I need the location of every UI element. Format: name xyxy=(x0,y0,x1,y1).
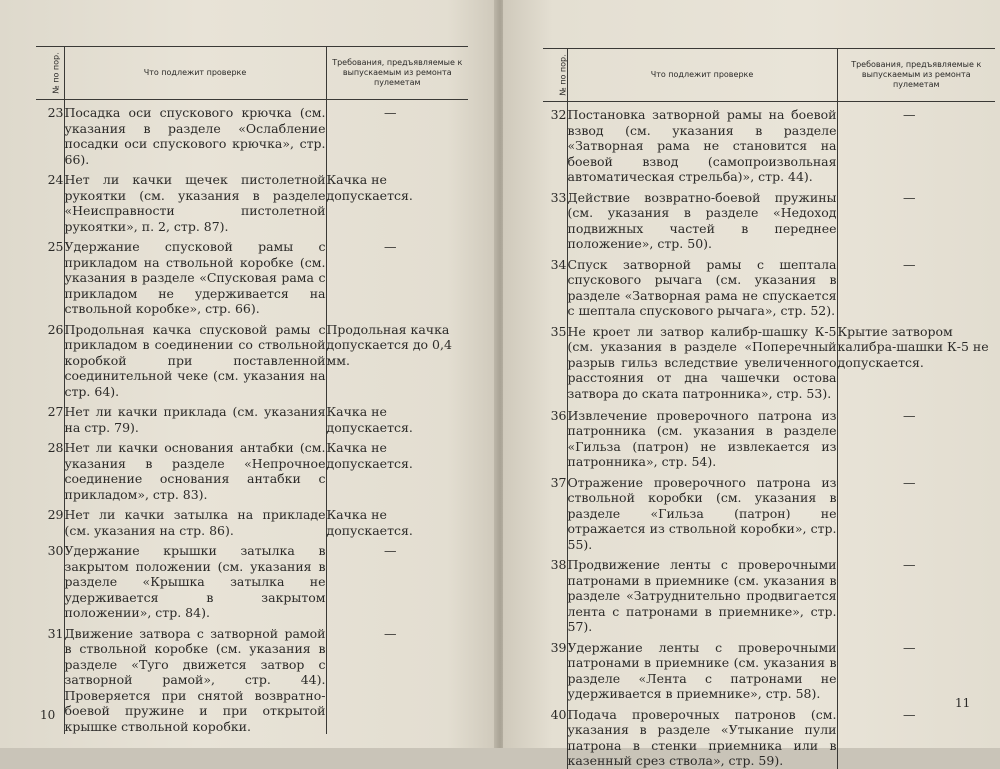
table-body xyxy=(543,102,995,769)
requirement xyxy=(326,317,468,400)
requirement-text: — xyxy=(903,407,916,423)
row-number: 37 xyxy=(543,470,567,553)
check-item: Удержание крышки затылка в закрытом положении (см. указания в разделе «Крышка затылка не удерживается в закрытом положении», стр. 84). xyxy=(64,543,326,620)
requirement xyxy=(837,635,995,702)
requirement xyxy=(837,470,995,553)
row-number: 25 xyxy=(36,234,64,317)
check-item: Подача проверочных патронов (см. указания в разделе «Утыкание пули патрона в стенки приемника или в казенный срез ствола», стр. 59). xyxy=(567,706,837,768)
table-row xyxy=(543,319,995,403)
requirement xyxy=(837,102,995,185)
row-number: 27 xyxy=(36,399,64,435)
row-number: 38 xyxy=(543,552,567,635)
requirement-text: — xyxy=(384,543,397,558)
row-number: 35 xyxy=(543,319,567,403)
table-header xyxy=(36,47,468,100)
requirement-text: Крытие затвором калибра-шашки К-5 не допускается. xyxy=(837,323,989,370)
table-row xyxy=(36,399,468,435)
table-row xyxy=(36,167,468,234)
table-row xyxy=(36,317,468,400)
check-item: Посадка оси спускового крючка (см. указания в разделе «Ослабление посадки оси спускового крючка», стр. 66). xyxy=(64,105,326,167)
requirement xyxy=(837,403,995,470)
check-item: Постановка затворной рамы на боевой взвод (см. указания в разделе «Затворная рама не становится на боевой взвод (самопроизвольная автоматическая стрельба)», стр. 44). xyxy=(567,107,837,184)
table-row xyxy=(543,702,995,769)
requirement-text: — xyxy=(903,639,916,655)
table-body xyxy=(36,100,468,735)
requirement xyxy=(326,435,468,502)
requirement xyxy=(326,234,468,317)
check-item: Отражение проверочного патрона из ствольной коробки (см. указания в разделе «Гильза (патрон) не отражается из ствольной коробки», стр. 55). xyxy=(567,474,837,552)
requirement-text: Качка не допускается. xyxy=(326,172,413,203)
table-row xyxy=(36,435,468,502)
requirement-text: — xyxy=(903,557,916,572)
requirement-text: — xyxy=(384,105,397,120)
header-num: № по пор. xyxy=(36,47,64,100)
requirement-text: — xyxy=(903,256,916,272)
check-item: Извлечение проверочного патрона из патронника (см. указания в разделе «Гильза (патрон) не извлекается из патронника», стр. 54). xyxy=(567,407,837,469)
requirement xyxy=(837,552,995,635)
row-number: 33 xyxy=(543,185,567,252)
check-item: Нет ли качки основания антабки (см. указания в разделе «Непрочное соединение основания антабки с прикладом», стр. 83). xyxy=(64,440,326,502)
page-number: 10 xyxy=(40,708,56,722)
requirement xyxy=(326,399,468,435)
requirement-text: — xyxy=(384,625,397,641)
table-row xyxy=(543,470,995,553)
requirement xyxy=(837,702,995,769)
inspection-table-left xyxy=(36,46,468,734)
table-row xyxy=(36,621,468,735)
row-number: 29 xyxy=(36,502,64,538)
inspection-table-right xyxy=(543,48,995,769)
requirement-text: Качка не допускается. xyxy=(326,440,413,471)
page-number: 11 xyxy=(955,696,971,710)
check-item: Действие возвратно-боевой пружины (см. указания в разделе «Недоход подвижных частей в переднее положение», стр. 50). xyxy=(567,189,837,251)
table-row xyxy=(36,502,468,538)
table-row xyxy=(543,102,995,185)
row-number: 26 xyxy=(36,317,64,400)
requirement xyxy=(326,100,468,168)
table-row xyxy=(543,552,995,635)
requirement xyxy=(326,167,468,234)
table-row xyxy=(36,234,468,317)
requirement-text: — xyxy=(903,474,916,490)
table-row xyxy=(543,403,995,470)
requirement-text: Качка не допускается. xyxy=(326,404,413,435)
row-number: 31 xyxy=(36,621,64,735)
row-number: 34 xyxy=(543,252,567,319)
row-number: 32 xyxy=(543,102,567,185)
table-row xyxy=(543,635,995,702)
check-item: Не кроет ли затвор калибр-шашку К-5 (см. указания в разделе «Поперечный разрыв гильз вследствие увеличенного расстояния от дна чашечки остова затвора до ската патронника», стр. 53). xyxy=(567,323,837,401)
requirement xyxy=(837,185,995,252)
left-page xyxy=(0,0,497,748)
check-item: Удержание спусковой рамы с прикладом на ствольной коробке (см. указания в разделе «Спусковая рама с прикладом не удерживается на ствольной коробке», стр. 66). xyxy=(64,239,326,316)
check-item: Нет ли качки приклада (см. указания на стр. 79). xyxy=(64,404,326,435)
requirement-text: — xyxy=(903,189,916,205)
check-item: Движение затвора с затворной рамой в ствольной коробке (см. указания в разделе «Туго движется затвор с затворной рамой», стр. 44). Проверяется при снятой возвратно-боевой пружине и при открытой крышке ствольной коробки. xyxy=(64,625,326,734)
requirement-text: Качка не допускается. xyxy=(326,507,413,538)
header-requirements: Требования, предъявляемые к выпускаемым из ремонта пулеметам xyxy=(837,49,995,102)
requirement xyxy=(326,538,468,621)
check-item: Нет ли качки щечек пистолетной рукоятки (см. указания в разделе «Неисправности пистолетной рукоятки», п. 2, стр. 87). xyxy=(64,172,326,234)
requirement xyxy=(326,502,468,538)
check-item: Продольная качка спусковой рамы с прикладом в соединении со ствольной коробкой при поставленной соединительной чеке (см. указания на стр. 64). xyxy=(64,321,326,399)
requirement xyxy=(326,621,468,735)
requirement xyxy=(837,252,995,319)
row-number: 28 xyxy=(36,435,64,502)
row-number: 39 xyxy=(543,635,567,702)
right-page xyxy=(503,0,1000,768)
row-number: 36 xyxy=(543,403,567,470)
check-item: Продвижение ленты с проверочными патронами в приемнике (см. указания в разделе «Затруднительно продвигается лента с патронами в приемнике», стр. 57). xyxy=(567,557,837,634)
table-row xyxy=(36,100,468,168)
table-header xyxy=(543,49,995,102)
requirement-text: — xyxy=(384,239,397,254)
check-item: Спуск затворной рамы с шептала спускового рычага (см. указания в разделе «Затворная рама не спускается с шептала спускового рычага», стр. 52). xyxy=(567,256,837,318)
table-row xyxy=(36,538,468,621)
requirement xyxy=(837,319,995,403)
header-what: Что подлежит проверке xyxy=(64,47,326,100)
check-item: Удержание ленты с проверочными патронами в приемнике (см. указания в разделе «Лента с патронами не удерживается в приемнике», стр. 58). xyxy=(567,639,837,701)
requirement-text: — xyxy=(903,107,916,122)
requirement-text: Продольная качка допускается до 0,4 мм. xyxy=(326,321,452,368)
header-what: Что подлежит проверке xyxy=(567,49,837,102)
check-item: Нет ли качки затылка на прикладе (см. указания на стр. 86). xyxy=(64,507,326,538)
row-number: 24 xyxy=(36,167,64,234)
row-number: 40 xyxy=(543,702,567,769)
header-requirements: Требования, предъявляемые к выпускаемым из ремонта пулеметам xyxy=(326,47,468,100)
requirement-text: — xyxy=(903,706,916,722)
row-number: 30 xyxy=(36,538,64,621)
header-num: № по пор. xyxy=(543,49,567,102)
row-number: 23 xyxy=(36,100,64,168)
table-row xyxy=(543,185,995,252)
table-row xyxy=(543,252,995,319)
